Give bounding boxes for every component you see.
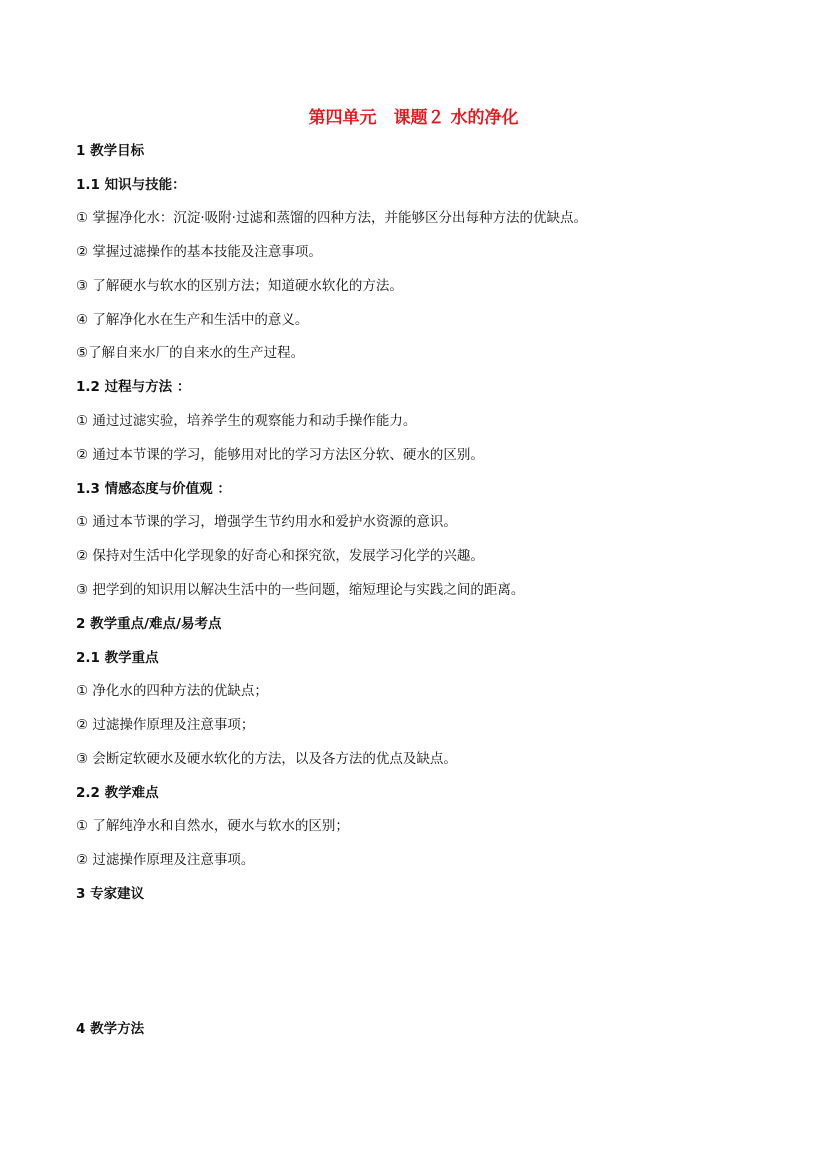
list-item: ④ 了解净化水在生产和生活中的意义。 — [76, 312, 309, 328]
subsection-heading: 1.3 情感态度与价值观 ： — [76, 481, 231, 497]
list-item: ① 通过本节课的学习，增强学生节约用水和爱护水资源的意识。 — [76, 514, 457, 530]
list-item: ② 保持对生活中化学现象的好奇心和探究欲，发展学习化学的兴趣。 — [76, 548, 484, 564]
list-item: ① 通过过滤实验，培养学生的观察能力和动手操作能力。 — [76, 413, 417, 429]
subsection-heading: 1.2 过程与方法 ： — [76, 379, 191, 395]
list-item: ③ 了解硬水与软水的区别方法；知道硬水软化的方法。 — [76, 278, 403, 294]
list-item: ③ 把学到的知识用以解决生活中的一些问题，缩短理论与实践之间的距离。 — [76, 582, 525, 598]
list-item: ② 过滤操作原理及注意事项。 — [76, 852, 255, 868]
document-title: 第四单元 课题２ 水的净化 — [308, 108, 519, 128]
section-heading: 2 教学重点/难点/易考点 — [76, 616, 222, 632]
list-item: ① 掌握净化水：沉淀·吸附·过滤和蒸馏的四种方法，并能够区分出每种方法的优缺点。 — [76, 210, 587, 226]
subsection-heading: 1.1 知识与技能： — [76, 177, 186, 193]
list-item: ① 净化水的四种方法的优缺点； — [76, 683, 268, 699]
section-heading: 1 教学目标 — [76, 143, 145, 159]
list-item: ① 了解纯净水和自然水，硬水与软水的区别； — [76, 818, 349, 834]
list-item: ② 通过本节课的学习，能够用对比的学习方法区分软、硬水的区别。 — [76, 447, 484, 463]
list-item: ③ 会断定软硬水及硬水软化的方法，以及各方法的优点及缺点。 — [76, 751, 457, 767]
list-item: ⑤了解自来水厂的自来水的生产过程。 — [76, 345, 305, 361]
subsection-heading: 2.2 教学难点 — [76, 785, 159, 801]
subsection-heading: 2.1 教学重点 — [76, 650, 159, 666]
section-heading: 3 专家建议 — [76, 886, 145, 902]
section-heading: 4 教学方法 — [76, 1021, 145, 1037]
list-item: ② 掌握过滤操作的基本技能及注意事项。 — [76, 244, 322, 260]
list-item: ② 过滤操作原理及注意事项； — [76, 717, 255, 733]
